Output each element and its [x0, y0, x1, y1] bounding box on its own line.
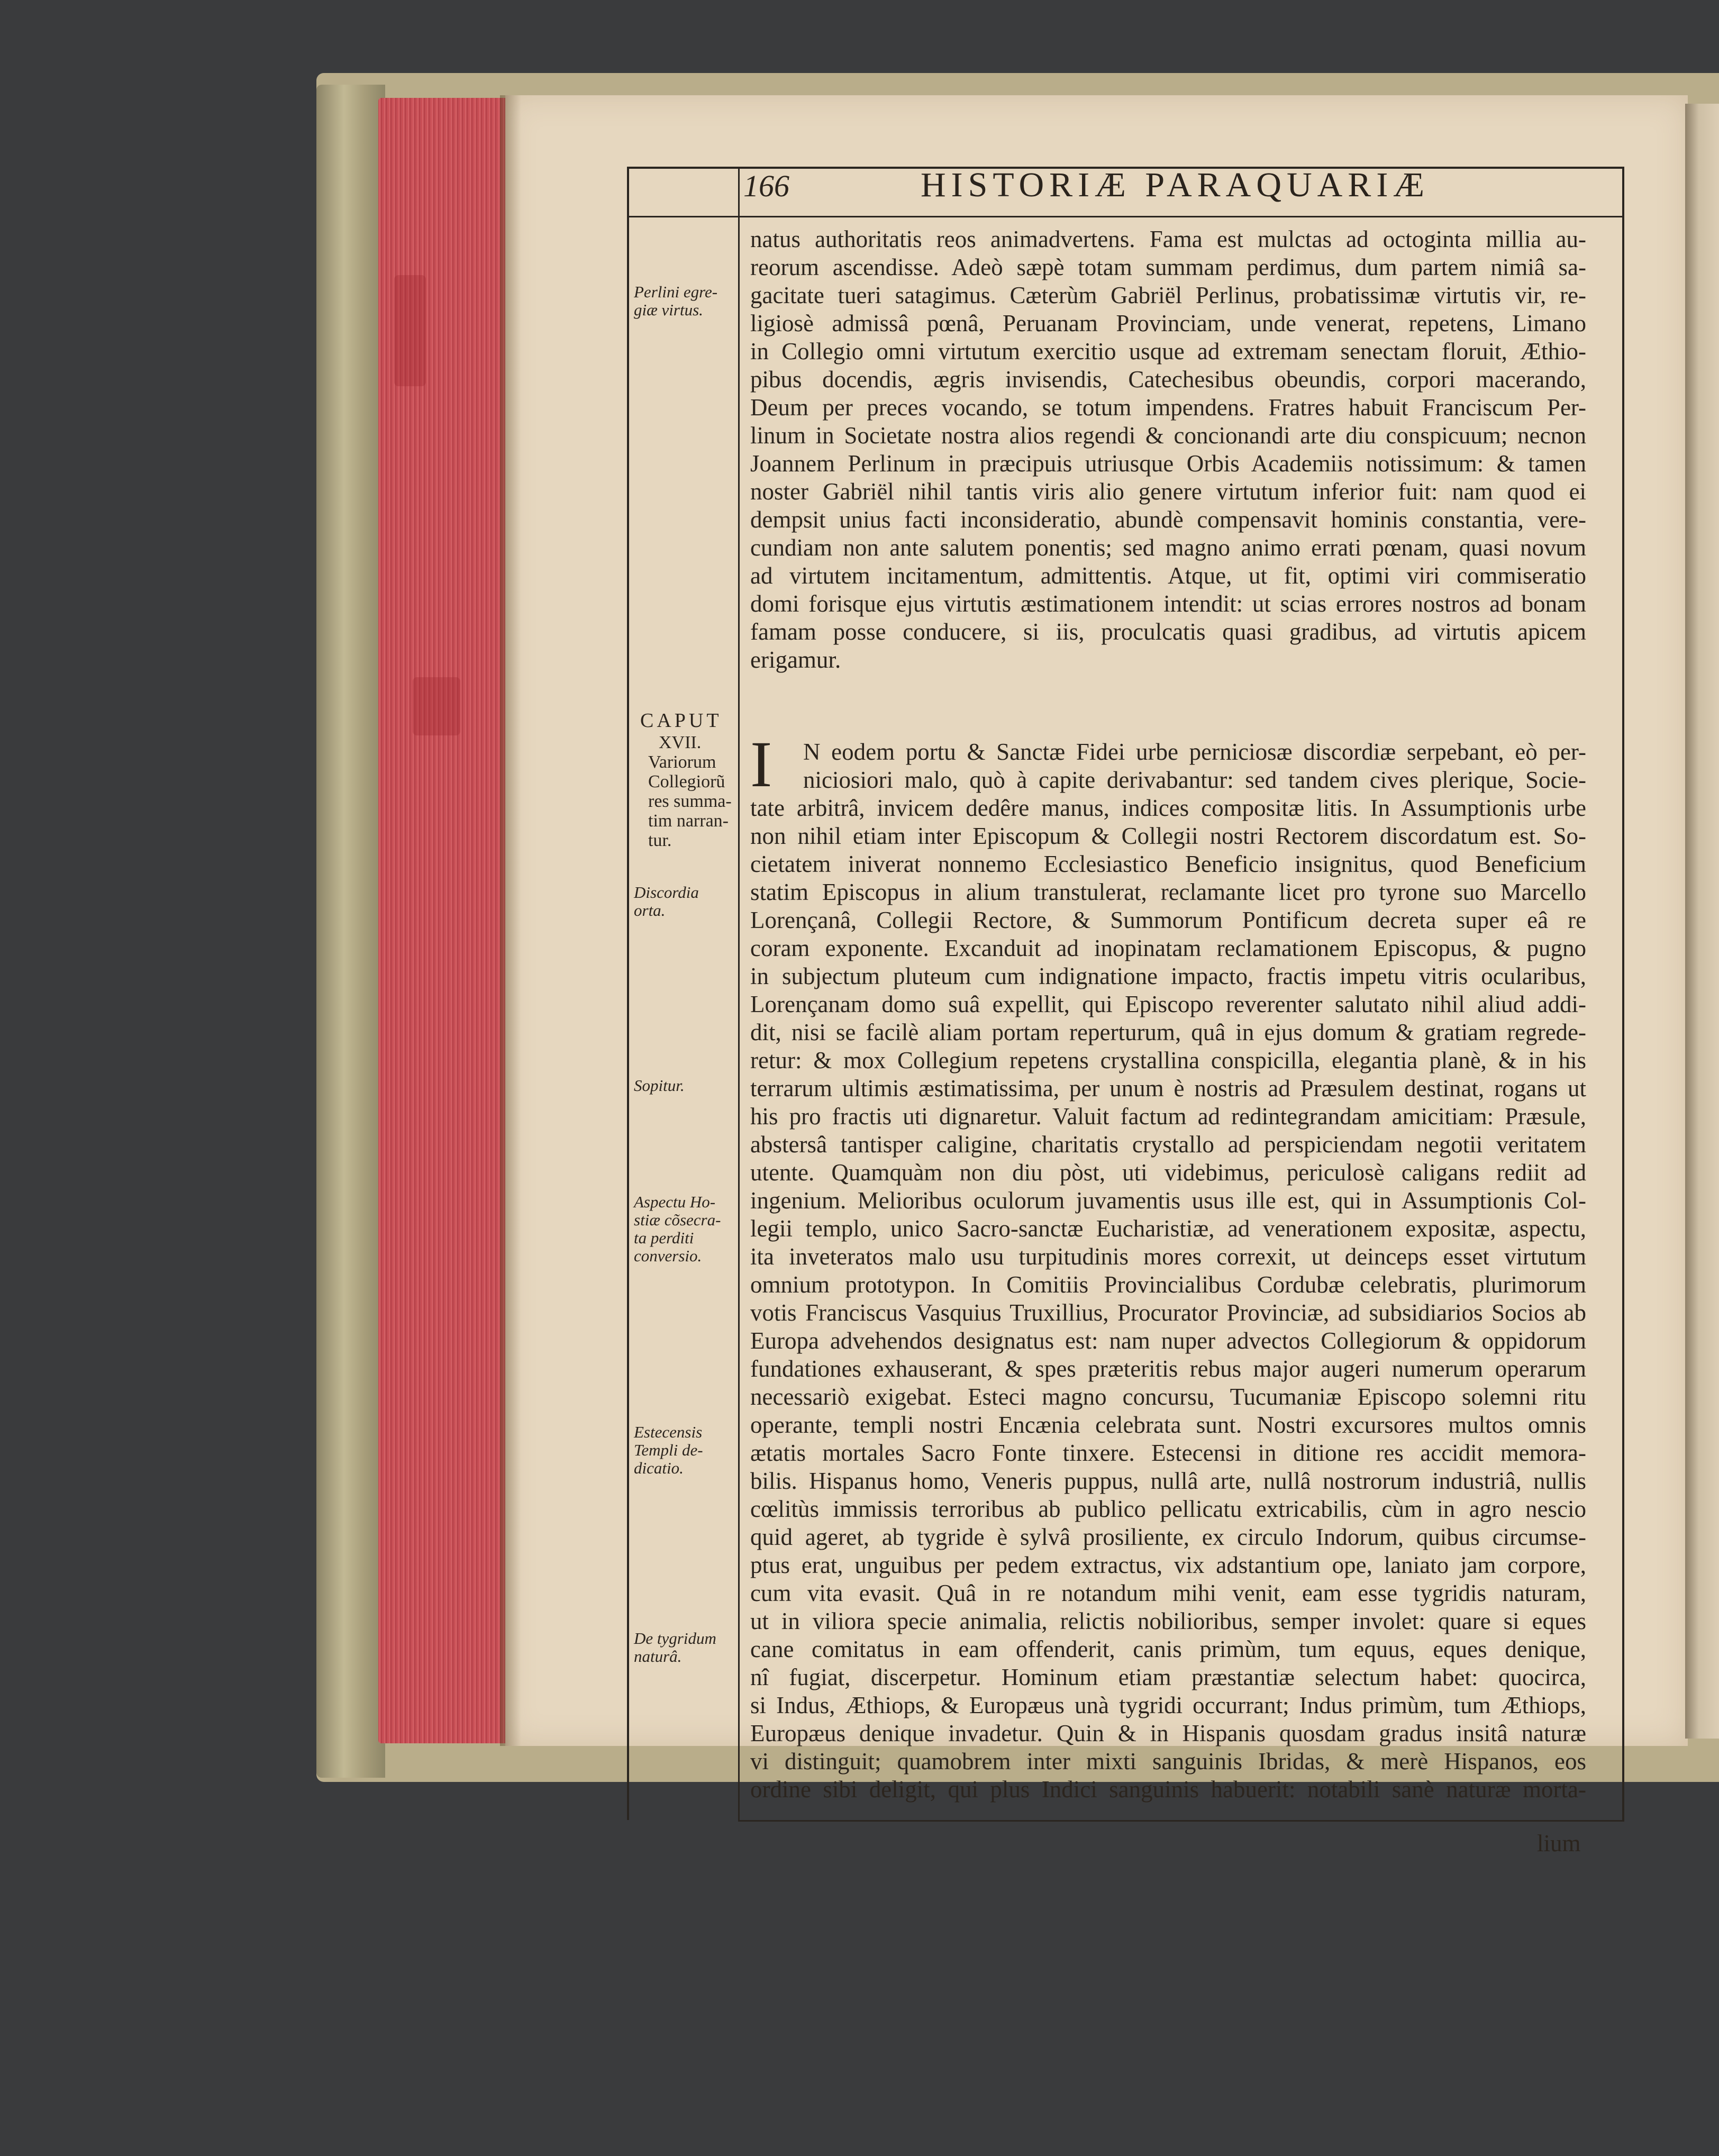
- text-line: linum in Societate nostra alios regendi & concionandi arte diu conspicuum; necnon: [750, 422, 1586, 449]
- marginal-note-line: Aspectu Ho-: [634, 1193, 716, 1211]
- ink-stain: [394, 275, 426, 386]
- text-line: coram exponente. Excanduit ad inopinatam reclamationem Episcopus, & pugno: [750, 935, 1586, 961]
- text-line: niciosiori malo, quò à capite derivabantur: sed tandem cives plerique, Socie-: [803, 767, 1586, 793]
- marginal-note: [634, 1077, 737, 1095]
- gutter-shadow: [500, 95, 521, 1746]
- marginal-note-line: orta.: [634, 901, 666, 920]
- text-line: natus authoritatis reos animadvertens. Fama est mulctas ad octoginta millia au-: [750, 226, 1586, 252]
- text-line: vi distinguit; quamobrem inter mixti sanguinis Ibridas, & merè Hispanos, eos: [750, 1748, 1586, 1775]
- text-line: fundationes exhauserant, & spes præteritis rebus major augeri numerum operarum: [750, 1356, 1586, 1382]
- marginal-note: [634, 1193, 737, 1265]
- text-line: N eodem portu & Sanctæ Fidei urbe perniciosæ discordiæ serpebant, eò per-: [803, 739, 1586, 765]
- page-number: 166: [743, 169, 789, 203]
- text-line: in Collegio omni virtutum exercitio usque ad extremam senectam floruit, Æthio-: [750, 338, 1586, 365]
- text-line: nî fugiat, discerpetur. Hominum etiam præstantiæ selectum habet: quocirca,: [750, 1664, 1586, 1690]
- text-line: terrarum ultimis æstimatissima, per unum è nostris ad Præsulem destinat, rogans ut: [750, 1075, 1586, 1102]
- text-line: reorum ascendisse. Adeò sæpè totam summam perdimus, dum partem nimiâ sa-: [750, 254, 1586, 280]
- facing-page-edge: [1685, 104, 1719, 1739]
- text-line: utente. Quamquàm non diu pòst, uti videbimus, periculosè caligans rediit ad: [750, 1159, 1586, 1186]
- ink-stain: [413, 677, 460, 735]
- running-title: HISTORIÆ PARAQUARIÆ: [921, 166, 1430, 204]
- text-line: retur: & mox Collegium repetens crystallina conspicilla, elegantia planè, & in his: [750, 1047, 1586, 1074]
- chapter-heading: CAPUT: [640, 709, 722, 732]
- text-line: Deum per preces vocando, se totum impendens. Fratres habuit Franciscum Per-: [750, 394, 1586, 421]
- marginal-note-line: giæ virtus.: [634, 301, 703, 319]
- text-line: omnium prototypon. In Comitiis Provincialibus Cordubæ celebratis, plurimorum: [750, 1271, 1586, 1298]
- text-line: cundiam non ante salutem ponentis; sed magno animo errati pœnam, quasi novum: [750, 534, 1586, 561]
- outer-frame-right-rule: [1622, 167, 1624, 1820]
- catchword: lium: [1537, 1830, 1581, 1857]
- book-spine: [316, 85, 385, 1778]
- text-line: legii templo, unico Sacro-sanctæ Eucharistiæ, ad venerationem expositæ, aspectu,: [750, 1215, 1586, 1242]
- text-line: pibus docendis, ægris invisendis, Catechesibus obeundis, corpori macerando,: [750, 366, 1586, 393]
- text-line: dit, nisi se facilè aliam portam reperturum, quâ in ejus domum & gratiam regrede-: [750, 1019, 1586, 1045]
- text-line: noster Gabriël nihil tantis viris alio genere virtutum inferior fuit: nam quod ei: [750, 478, 1586, 505]
- marginal-note: [634, 283, 737, 319]
- marginal-note-line: Collegiorũ: [648, 772, 725, 792]
- marginal-note-line: tim narran-: [648, 811, 729, 831]
- marginal-note-line: naturâ.: [634, 1647, 682, 1666]
- marginal-note-line: Perlini egre-: [634, 283, 718, 301]
- text-line: famam posse conducere, si iis, proculcatis quasi gradibus, ad virtutis apicem: [750, 618, 1586, 645]
- chapter-number: XVII.: [659, 733, 702, 752]
- text-line: Lorençanâ, Collegii Rectore, & Summorum Pontificum decreta super eâ re: [750, 907, 1586, 933]
- marginal-note-line: Templi de-: [634, 1441, 703, 1459]
- marginal-note-line: Sopitur.: [634, 1076, 685, 1095]
- text-line: ingenium. Melioribus oculorum juvamentis usus ille est, qui in Assumptionis Col-: [750, 1187, 1586, 1214]
- text-line: ptus erat, unguibus per pedem extractus, vix adstantium ope, laniato jam corpore,: [750, 1552, 1586, 1578]
- marginal-note: [634, 1423, 737, 1477]
- text-line: Lorençanam domo suâ expellit, qui Episcopo reverenter salutato nihil aliud addi-: [750, 991, 1586, 1017]
- text-line: Joannem Perlinum in præcipuis utriusque Orbis Academiis notissimum: & tamen: [750, 450, 1586, 477]
- marginal-note-line: stiæ cõsecra-: [634, 1211, 721, 1229]
- text-line: cane comitatus in eam offenderit, canis primùm, tum equus, eques denique,: [750, 1636, 1586, 1662]
- marginal-note: [634, 1630, 737, 1666]
- text-line: non nihil etiam inter Episcopum & Collegii nostri Rectorem discordatum est. So-: [750, 823, 1586, 849]
- text-line: ligiosè admissâ pœnâ, Peruanam Provinciam, unde venerat, repetens, Limano: [750, 310, 1586, 336]
- text-line: ita inveteratos malo usu turpitudinis mores correxit, ut deinceps esset virtutum: [750, 1243, 1586, 1270]
- bottom-frame-rule: [738, 1820, 1624, 1822]
- marginal-note-line: Discordia: [634, 883, 699, 902]
- text-line: operante, templi nostri Encænia celebrata sunt. Nostri excursores multos omnis: [750, 1412, 1586, 1438]
- outer-frame-left-rule: [627, 167, 629, 1820]
- marginal-note-line: res summa-: [648, 792, 732, 811]
- text-line: ordine sibi deligit, qui plus Indici sanguinis habuerit: notabili sanè naturæ morta-: [750, 1776, 1586, 1803]
- marginal-note-line: De tygridum: [634, 1629, 716, 1648]
- text-line: cum vita evasit. Quâ in re notandum mihi venit, eam esse tygridis naturam,: [750, 1580, 1586, 1606]
- text-line: dempsit unius facti inconsideratio, abundè compensavit hominis constantia, vere-: [750, 506, 1586, 533]
- drop-cap: I: [750, 728, 772, 800]
- text-line: Europæus denique invadetur. Quin & in Hispanis quosdam gradus insitâ naturæ: [750, 1720, 1586, 1746]
- text-line: statim Episcopus in alium transtulerat, reclamante licet pro tyrone suo Marcello: [750, 879, 1586, 905]
- text-line: gacitate tueri satagimus. Cæterùm Gabriël Perlinus, probatissimæ virtutis vir, re-: [750, 282, 1586, 308]
- text-line: his pro fractis uti dignaretur. Valuit factum ad redintegrandam amicitiam: Præsule,: [750, 1103, 1586, 1130]
- text-line: domi forisque ejus virtutis æstimationem intendit: ut scias errores nostros ad bonam: [750, 590, 1586, 617]
- marginal-note-line: ta perditi: [634, 1229, 694, 1247]
- margin-divider-rule: [738, 167, 740, 1820]
- text-line: ad virtutem incitamentum, admittentis. Atque, ut fit, optimi viri commiseratio: [750, 562, 1586, 589]
- marginal-note-line: Variorum: [648, 752, 716, 772]
- text-line: si Indus, Æthiops, & Europæus unà tygridi occurrant; Indus primùm, tum Æthiops,: [750, 1692, 1586, 1718]
- marginal-note-line: tur.: [648, 831, 672, 850]
- text-line: quid ageret, ab tygride è sylvâ prosiliente, ex circulo Indorum, quibus circumse-: [750, 1524, 1586, 1550]
- header-rule: [627, 216, 1624, 217]
- text-line: votis Franciscus Vasquius Truxillius, Procurator Provinciæ, ad subsidiarios Socios ab: [750, 1299, 1586, 1326]
- marginal-note-line: conversio.: [634, 1247, 702, 1265]
- text-line: ætatis mortales Sacro Fonte tinxere. Estecensi in ditione res accidit memora-: [750, 1440, 1586, 1466]
- text-line: erigamur.: [750, 647, 841, 673]
- text-line: ut in viliora specie animalia, relictis nobilioribus, semper involet: quare si eques: [750, 1608, 1586, 1634]
- text-line: necessariò exigebat. Esteci magno concursu, Tucumaniæ Episcopo solemni ritu: [750, 1384, 1586, 1410]
- text-line: bilis. Hispanus homo, Veneris puppus, nullâ arte, nullâ nostrorum industriâ, nullis: [750, 1468, 1586, 1494]
- text-line: Europa advehendos designatus est: nam nuper advectos Collegiorum & oppidorum: [750, 1327, 1586, 1354]
- text-line: in subjectum pluteum cum indignatione impacto, fractis impetu vitris ocularibus,: [750, 963, 1586, 989]
- marginal-note-line: Estecensis: [634, 1423, 703, 1441]
- marginal-note: [634, 884, 737, 920]
- marginal-note-line: dicatio.: [634, 1459, 684, 1477]
- chapter-summary: [648, 733, 751, 850]
- text-line: cietatem iniverat nonnemo Ecclesiastico Beneficio insignitus, quod Beneficium: [750, 851, 1586, 877]
- text-line: cœlitùs immissis terroribus ab publico pellicatu extricabilis, cùm in agro nesciο: [750, 1496, 1586, 1522]
- text-line: abstersâ tantisper caligine, charitatis crystallo ad perspiciendam negotii veritatem: [750, 1131, 1586, 1158]
- text-line: tate arbitrâ, invicem dedêre manus, indices compositæ litis. In Assumptionis urbe: [750, 795, 1586, 821]
